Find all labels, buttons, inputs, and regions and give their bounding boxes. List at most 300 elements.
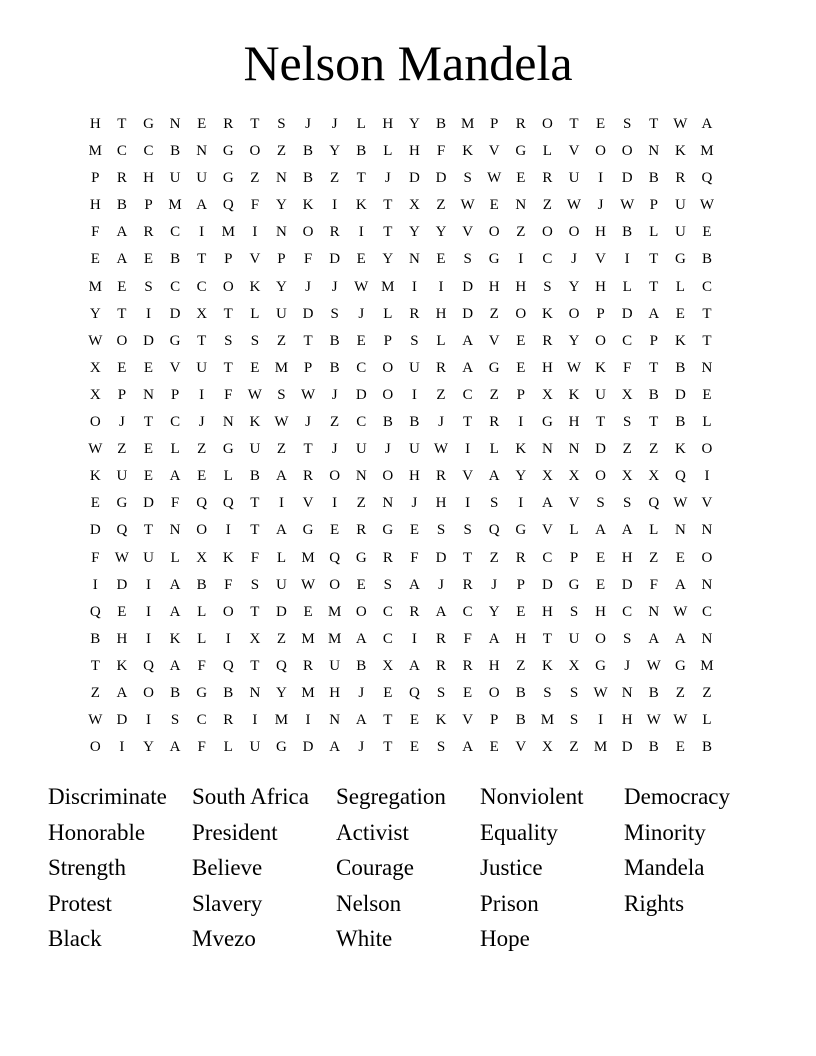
grid-letter[interactable]: A (541, 495, 553, 512)
grid-letter[interactable]: L (383, 305, 393, 322)
grid-letter[interactable]: G (515, 143, 527, 160)
grid-letter[interactable]: G (488, 359, 500, 376)
grid-letter[interactable]: A (648, 305, 660, 322)
grid-letter[interactable]: Z (489, 305, 499, 322)
grid-letter[interactable]: D (169, 305, 181, 322)
grid-letter[interactable]: P (277, 251, 286, 268)
grid-letter[interactable]: Y (382, 251, 394, 268)
grid-letter[interactable]: E (409, 739, 419, 756)
grid-letter[interactable]: Y (568, 278, 580, 295)
grid-letter[interactable]: T (223, 359, 233, 376)
grid-letter[interactable]: R (382, 549, 393, 566)
grid-letter[interactable]: M (221, 224, 235, 241)
grid-letter[interactable]: K (435, 712, 447, 729)
grid-letter[interactable]: V (462, 468, 474, 485)
grid-letter[interactable]: J (491, 576, 498, 593)
grid-letter[interactable]: H (488, 657, 500, 674)
grid-letter[interactable]: T (702, 332, 712, 349)
grid-letter[interactable]: C (170, 414, 181, 431)
grid-letter[interactable]: O (89, 414, 101, 431)
grid-letter[interactable]: I (624, 251, 630, 268)
grid-letter[interactable]: E (489, 197, 499, 214)
grid-letter[interactable]: G (276, 739, 287, 756)
grid-letter[interactable]: C (170, 278, 181, 295)
grid-letter[interactable]: S (383, 576, 392, 593)
grid-letter[interactable]: Y (329, 143, 341, 160)
grid-letter[interactable]: T (197, 332, 207, 349)
grid-letter[interactable]: Z (436, 386, 446, 403)
grid-letter[interactable]: A (116, 684, 128, 701)
grid-letter[interactable]: E (409, 522, 419, 539)
grid-letter[interactable]: H (89, 116, 101, 132)
grid-letter[interactable]: H (329, 684, 341, 701)
grid-letter[interactable]: R (223, 116, 234, 132)
grid-letter[interactable]: B (329, 332, 340, 349)
grid-letter[interactable]: B (356, 657, 367, 674)
grid-letter[interactable]: J (198, 414, 205, 431)
grid-letter[interactable]: B (515, 712, 526, 729)
grid-letter[interactable]: T (383, 224, 393, 241)
grid-letter[interactable]: T (649, 359, 659, 376)
grid-letter[interactable]: T (649, 116, 659, 132)
grid-letter[interactable]: L (542, 143, 552, 160)
grid-letter[interactable]: R (303, 657, 314, 674)
grid-letter[interactable]: I (518, 414, 524, 431)
grid-letter[interactable]: E (409, 712, 419, 729)
grid-letter[interactable]: D (595, 441, 606, 458)
grid-letter[interactable]: E (595, 116, 606, 132)
grid-letter[interactable]: D (621, 576, 633, 593)
grid-letter[interactable]: B (436, 116, 447, 132)
grid-letter[interactable]: T (649, 251, 659, 268)
grid-letter[interactable]: B (675, 359, 686, 376)
grid-letter[interactable]: G (515, 522, 527, 539)
grid-letter[interactable]: J (305, 278, 311, 295)
grid-letter[interactable]: C (196, 278, 207, 295)
grid-letter[interactable]: U (196, 359, 208, 376)
grid-letter[interactable]: A (169, 576, 181, 593)
grid-letter[interactable]: T (197, 251, 207, 268)
grid-letter[interactable]: I (92, 576, 98, 593)
grid-letter[interactable]: W (247, 386, 262, 403)
grid-letter[interactable]: B (622, 224, 633, 241)
grid-letter[interactable]: W (566, 197, 582, 214)
grid-letter[interactable]: A (462, 739, 474, 756)
grid-letter[interactable]: Z (622, 441, 632, 458)
grid-letter[interactable]: N (143, 386, 154, 403)
grid-letter[interactable]: S (463, 170, 472, 187)
grid-letter[interactable]: S (250, 332, 260, 349)
grid-letter[interactable]: Z (649, 441, 659, 458)
grid-letter[interactable]: E (702, 224, 712, 241)
grid-letter[interactable]: T (143, 414, 154, 431)
grid-letter[interactable]: Y (89, 305, 101, 322)
grid-letter[interactable]: B (382, 414, 393, 431)
grid-letter[interactable]: O (116, 332, 128, 349)
grid-letter[interactable]: M (88, 278, 102, 295)
grid-letter[interactable]: T (250, 116, 260, 132)
grid-letter[interactable]: L (702, 712, 712, 729)
grid-letter[interactable]: Y (276, 278, 287, 295)
grid-letter[interactable]: V (488, 332, 500, 349)
grid-letter[interactable]: J (384, 441, 391, 458)
grid-letter[interactable]: A (276, 522, 287, 539)
grid-letter[interactable]: Y (143, 739, 154, 756)
grid-letter[interactable]: O (329, 576, 341, 593)
grid-letter[interactable]: O (382, 468, 394, 485)
grid-letter[interactable]: P (569, 549, 579, 566)
grid-letter[interactable]: N (701, 630, 713, 647)
grid-letter[interactable]: F (91, 224, 100, 241)
grid-letter[interactable]: Z (117, 441, 127, 458)
grid-letter[interactable]: I (518, 251, 524, 268)
grid-letter[interactable]: H (595, 278, 606, 295)
grid-letter[interactable]: R (409, 603, 420, 620)
grid-letter[interactable]: E (516, 359, 526, 376)
grid-letter[interactable]: V (169, 359, 181, 376)
grid-letter[interactable]: J (331, 386, 338, 403)
grid-letter[interactable]: S (543, 684, 552, 701)
grid-letter[interactable]: R (515, 116, 526, 132)
grid-letter[interactable]: S (490, 495, 499, 512)
grid-letter[interactable]: O (382, 386, 394, 403)
grid-letter[interactable]: D (302, 739, 314, 756)
grid-letter[interactable]: I (225, 630, 231, 647)
grid-letter[interactable]: V (249, 251, 261, 268)
grid-letter[interactable]: O (568, 224, 580, 241)
grid-letter[interactable]: P (224, 251, 233, 268)
grid-letter[interactable]: R (489, 414, 500, 431)
grid-letter[interactable]: M (593, 739, 608, 756)
grid-letter[interactable]: K (462, 143, 474, 160)
grid-letter[interactable]: S (596, 495, 605, 512)
grid-letter[interactable]: W (646, 712, 661, 729)
grid-letter[interactable]: L (675, 278, 685, 295)
grid-letter[interactable]: B (329, 359, 340, 376)
grid-letter[interactable]: W (114, 549, 129, 566)
grid-letter[interactable]: K (222, 549, 234, 566)
grid-letter[interactable]: J (305, 116, 311, 132)
grid-letter[interactable]: G (355, 549, 367, 566)
grid-letter[interactable]: R (436, 468, 447, 485)
grid-letter[interactable]: T (463, 549, 473, 566)
grid-letter[interactable]: R (436, 630, 447, 647)
grid-letter[interactable]: O (488, 684, 500, 701)
grid-letter[interactable]: B (515, 684, 526, 701)
grid-letter[interactable]: Z (702, 684, 712, 701)
grid-letter[interactable]: B (116, 197, 127, 214)
grid-letter[interactable]: D (302, 305, 314, 322)
grid-letter[interactable]: J (597, 197, 604, 214)
grid-letter[interactable]: B (249, 468, 260, 485)
grid-letter[interactable]: A (701, 116, 713, 132)
grid-letter[interactable]: N (701, 522, 713, 539)
grid-letter[interactable]: I (411, 630, 417, 647)
grid-letter[interactable]: Z (356, 495, 366, 512)
grid-letter[interactable]: X (568, 468, 580, 485)
grid-letter[interactable]: N (169, 522, 181, 539)
grid-letter[interactable]: W (673, 712, 688, 729)
grid-letter[interactable]: B (170, 251, 181, 268)
grid-letter[interactable]: U (595, 386, 606, 403)
grid-letter[interactable]: O (515, 305, 527, 322)
grid-letter[interactable]: Z (516, 657, 526, 674)
grid-letter[interactable]: D (409, 170, 420, 187)
grid-letter[interactable]: N (674, 522, 686, 539)
grid-letter[interactable]: E (463, 684, 473, 701)
grid-letter[interactable]: I (145, 576, 151, 593)
grid-letter[interactable]: L (197, 630, 207, 647)
grid-letter[interactable]: P (303, 359, 313, 376)
grid-letter[interactable]: P (490, 116, 499, 132)
grid-letter[interactable]: S (436, 522, 446, 539)
grid-letter[interactable]: A (409, 657, 420, 674)
grid-letter[interactable]: E (595, 576, 606, 593)
grid-letter[interactable]: C (462, 603, 473, 620)
grid-letter[interactable]: B (648, 386, 659, 403)
grid-letter[interactable]: J (358, 684, 365, 701)
grid-letter[interactable]: O (541, 116, 553, 132)
grid-letter[interactable]: V (701, 495, 713, 512)
grid-letter[interactable]: O (302, 224, 314, 241)
grid-letter[interactable]: U (674, 197, 686, 214)
grid-letter[interactable]: Z (330, 170, 340, 187)
grid-letter[interactable]: R (143, 224, 154, 241)
grid-letter[interactable]: B (701, 739, 712, 756)
grid-letter[interactable]: Z (197, 441, 207, 458)
grid-letter[interactable]: E (90, 495, 100, 512)
grid-letter[interactable]: E (436, 251, 446, 268)
grid-letter[interactable]: E (516, 332, 526, 349)
grid-letter[interactable]: J (118, 414, 125, 431)
grid-letter[interactable]: J (384, 170, 391, 187)
grid-letter[interactable]: F (197, 657, 206, 674)
grid-letter[interactable]: H (621, 712, 633, 729)
grid-letter[interactable]: I (145, 603, 151, 620)
grid-letter[interactable]: R (542, 170, 553, 187)
grid-letter[interactable]: F (250, 549, 260, 566)
grid-letter[interactable]: A (674, 576, 686, 593)
grid-letter[interactable]: N (355, 468, 367, 485)
grid-letter[interactable]: J (438, 414, 444, 431)
grid-letter[interactable]: H (595, 603, 606, 620)
grid-letter[interactable]: W (699, 197, 715, 214)
grid-letter[interactable]: S (330, 305, 339, 322)
grid-letter[interactable]: Z (675, 684, 685, 701)
grid-letter[interactable]: B (648, 684, 659, 701)
grid-letter[interactable]: S (569, 603, 579, 620)
grid-letter[interactable]: I (465, 441, 471, 458)
grid-letter[interactable]: Q (222, 657, 234, 674)
grid-letter[interactable]: I (145, 630, 151, 647)
grid-letter[interactable]: K (595, 359, 606, 376)
grid-letter[interactable]: H (515, 278, 527, 295)
grid-letter[interactable]: B (409, 414, 420, 431)
grid-letter[interactable]: D (276, 603, 287, 620)
grid-letter[interactable]: Z (516, 224, 526, 241)
grid-letter[interactable]: D (435, 170, 447, 187)
grid-letter[interactable]: T (117, 305, 127, 322)
grid-letter[interactable]: J (305, 414, 311, 431)
grid-letter[interactable]: Y (435, 224, 447, 241)
grid-letter[interactable]: O (701, 549, 713, 566)
grid-letter[interactable]: R (515, 549, 526, 566)
grid-letter[interactable]: S (277, 116, 286, 132)
grid-letter[interactable]: D (143, 332, 154, 349)
grid-letter[interactable]: G (196, 684, 208, 701)
grid-letter[interactable]: K (674, 332, 686, 349)
grid-letter[interactable]: M (301, 549, 315, 566)
grid-letter[interactable]: Q (674, 468, 686, 485)
grid-letter[interactable]: D (621, 305, 633, 322)
grid-letter[interactable]: A (435, 603, 447, 620)
grid-letter[interactable]: R (223, 712, 234, 729)
grid-letter[interactable]: M (168, 197, 182, 214)
grid-letter[interactable]: H (409, 468, 420, 485)
grid-letter[interactable]: E (383, 684, 393, 701)
grid-letter[interactable]: T (595, 414, 606, 431)
grid-letter[interactable]: N (621, 684, 633, 701)
grid-letter[interactable]: L (649, 522, 659, 539)
grid-letter[interactable]: A (621, 522, 633, 539)
grid-letter[interactable]: I (252, 712, 258, 729)
grid-letter[interactable]: A (329, 739, 341, 756)
grid-letter[interactable]: G (116, 495, 128, 512)
grid-letter[interactable]: T (250, 495, 260, 512)
grid-letter[interactable]: L (197, 603, 207, 620)
grid-letter[interactable]: H (568, 414, 580, 431)
grid-letter[interactable]: V (541, 522, 553, 539)
grid-letter[interactable]: Z (250, 170, 260, 187)
grid-letter[interactable]: Q (222, 197, 234, 214)
grid-letter[interactable]: T (383, 739, 393, 756)
grid-letter[interactable]: M (700, 657, 714, 674)
grid-letter[interactable]: T (117, 116, 127, 132)
grid-letter[interactable]: N (515, 197, 527, 214)
grid-letter[interactable]: H (89, 197, 101, 214)
grid-letter[interactable]: U (674, 224, 686, 241)
grid-letter[interactable]: Y (409, 224, 420, 241)
grid-letter[interactable]: P (596, 305, 605, 322)
grid-letter[interactable]: C (196, 712, 207, 729)
grid-letter[interactable]: O (143, 684, 154, 701)
grid-letter[interactable]: I (199, 386, 205, 403)
grid-letter[interactable]: S (463, 522, 472, 539)
grid-letter[interactable]: N (541, 441, 553, 458)
grid-letter[interactable]: K (169, 630, 181, 647)
grid-letter[interactable]: K (89, 468, 101, 485)
grid-letter[interactable]: U (409, 441, 420, 458)
grid-letter[interactable]: F (197, 739, 206, 756)
grid-letter[interactable]: N (222, 414, 234, 431)
grid-letter[interactable]: V (568, 143, 580, 160)
grid-letter[interactable]: R (462, 657, 473, 674)
grid-letter[interactable]: U (355, 441, 367, 458)
grid-letter[interactable]: M (700, 143, 714, 160)
grid-letter[interactable]: F (436, 143, 446, 160)
grid-letter[interactable]: F (303, 251, 313, 268)
grid-letter[interactable]: X (541, 386, 553, 403)
grid-letter[interactable]: M (460, 116, 475, 132)
grid-letter[interactable]: B (648, 739, 659, 756)
grid-letter[interactable]: A (462, 332, 474, 349)
grid-letter[interactable]: X (541, 739, 553, 756)
grid-letter[interactable]: X (541, 468, 553, 485)
grid-letter[interactable]: X (89, 359, 101, 376)
grid-letter[interactable]: I (332, 495, 338, 512)
grid-letter[interactable]: M (327, 630, 342, 647)
grid-letter[interactable]: E (197, 468, 207, 485)
grid-letter[interactable]: D (462, 278, 474, 295)
grid-letter[interactable]: K (674, 143, 686, 160)
grid-letter[interactable]: T (303, 441, 313, 458)
grid-letter[interactable]: S (569, 712, 579, 729)
grid-letter[interactable]: F (170, 495, 180, 512)
grid-letter[interactable]: H (435, 495, 447, 512)
grid-letter[interactable]: I (465, 495, 471, 512)
grid-letter[interactable]: D (329, 251, 341, 268)
grid-letter[interactable]: P (383, 332, 392, 349)
grid-letter[interactable]: C (622, 603, 633, 620)
grid-letter[interactable]: P (649, 197, 658, 214)
grid-letter[interactable]: M (301, 630, 315, 647)
grid-letter[interactable]: E (675, 739, 685, 756)
grid-letter[interactable]: A (462, 359, 474, 376)
grid-letter[interactable]: T (250, 657, 260, 674)
grid-letter[interactable]: L (569, 522, 579, 539)
grid-letter[interactable]: F (623, 359, 632, 376)
grid-letter[interactable]: I (411, 278, 417, 295)
grid-letter[interactable]: H (435, 305, 447, 322)
grid-letter[interactable]: V (302, 495, 314, 512)
grid-letter[interactable]: A (196, 197, 208, 214)
grid-letter[interactable]: M (327, 603, 342, 620)
grid-letter[interactable]: E (595, 549, 606, 566)
grid-letter[interactable]: E (117, 278, 127, 295)
grid-letter[interactable]: R (329, 224, 340, 241)
grid-letter[interactable]: N (382, 495, 394, 512)
grid-letter[interactable]: E (117, 603, 127, 620)
grid-letter[interactable]: O (595, 630, 606, 647)
grid-letter[interactable]: E (143, 441, 154, 458)
grid-letter[interactable]: W (300, 576, 316, 593)
grid-letter[interactable]: F (463, 630, 472, 647)
grid-letter[interactable]: C (382, 603, 393, 620)
grid-letter[interactable]: M (381, 278, 395, 295)
grid-letter[interactable]: D (143, 495, 154, 512)
grid-letter[interactable]: N (648, 603, 660, 620)
grid-letter[interactable]: I (332, 197, 338, 214)
grid-letter[interactable]: E (675, 305, 685, 322)
grid-letter[interactable]: K (355, 197, 367, 214)
grid-letter[interactable]: A (355, 712, 367, 729)
grid-letter[interactable]: N (276, 170, 287, 187)
grid-letter[interactable]: N (409, 251, 420, 268)
grid-letter[interactable]: O (541, 224, 553, 241)
grid-letter[interactable]: E (516, 603, 526, 620)
grid-letter[interactable]: X (621, 386, 633, 403)
grid-letter[interactable]: R (356, 522, 367, 539)
grid-letter[interactable]: O (488, 224, 500, 241)
grid-letter[interactable]: X (196, 305, 208, 322)
grid-letter[interactable]: Q (143, 657, 154, 674)
grid-letter[interactable]: W (673, 116, 688, 132)
grid-letter[interactable]: P (516, 386, 525, 403)
grid-letter[interactable]: T (702, 305, 712, 322)
grid-letter[interactable]: K (302, 197, 314, 214)
grid-letter[interactable]: Z (489, 549, 499, 566)
grid-letter[interactable]: T (649, 414, 659, 431)
